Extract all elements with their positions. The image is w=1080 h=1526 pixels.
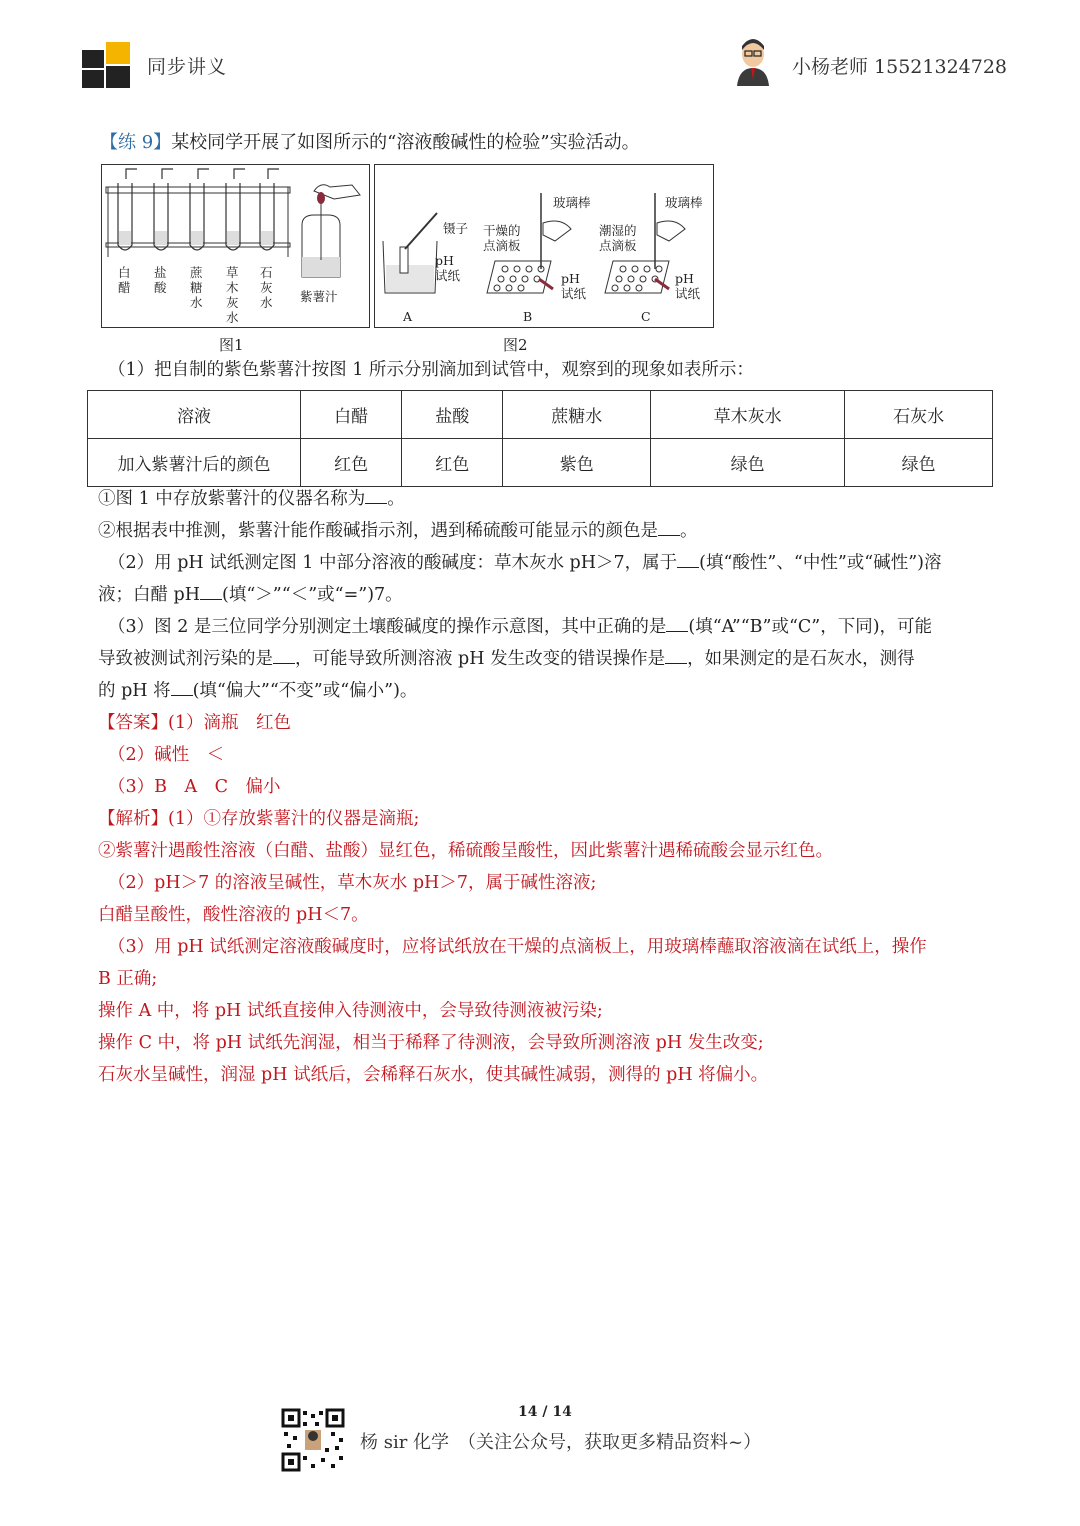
table-header-cell: 石灰水 [845, 391, 993, 439]
table-cell: 加入紫薯汁后的颜色 [88, 439, 301, 487]
table-header-cell: 白醋 [301, 391, 402, 439]
table-header-cell: 溶液 [88, 391, 301, 439]
answer-blank[interactable] [365, 489, 387, 504]
part2-line2: 液；白醋 pH (填“＞”“＜”或“=”)7。 [98, 585, 403, 605]
label-a: A [403, 309, 413, 324]
tube-label-sugar: 蔗 糖 水 [190, 265, 203, 310]
analysis-line-9: 石灰水呈碱性，润湿 pH 试纸后，会稀释石灰水，使其碱性减弱，测得的 pH 将偏小。 [98, 1065, 769, 1085]
table-cell: 绿色 [845, 439, 993, 487]
label-b: B [523, 309, 533, 324]
label-glass-rod-c: 玻璃棒 [665, 195, 703, 210]
table-cell: 红色 [301, 439, 402, 487]
part3-line1: （3）图 2 是三位同学分别测定土壤酸碱度的操作示意图，其中正确的是 (填“A”“B”或“C”，下同)，可能 [108, 617, 933, 637]
part2-line1: （2）用 pH 试纸测定图 1 中部分溶液的酸碱度：草木灰水 pH＞7，属于 (填“酸性”、“中性”或“碱性”)溶 [108, 553, 942, 573]
figure-2-caption: 图2 [503, 336, 528, 354]
answer-tag: 【答案】 [98, 713, 168, 733]
part3-line2: 导致被测试剂污染的是 ，可能导致所测溶液 pH 发生改变的错误操作是 ，如果测定的是石灰水，测得 [98, 649, 915, 669]
header-title: 同步讲义 [147, 56, 228, 78]
bottle-label: 紫薯汁 [300, 289, 338, 304]
table-header-cell: 蔗糖水 [503, 391, 651, 439]
analysis-line-2: ②紫薯汁遇酸性溶液（白醋、盐酸）显红色，稀硫酸呈酸性，因此紫薯汁遇稀硫酸会显示红色。 [98, 841, 833, 861]
answer-blank[interactable] [658, 521, 680, 536]
table-cell: 红色 [402, 439, 503, 487]
label-ph-paper-a: pH 试纸 [435, 253, 461, 283]
figure-1 [101, 164, 370, 328]
answer-blank[interactable] [273, 649, 295, 664]
label-wet-plate: 潮湿的 点滴板 [599, 223, 637, 253]
footer-text: 杨 sir 化学 （关注公众号，获取更多精品资料~） [360, 1432, 762, 1453]
answer-blank[interactable] [200, 585, 222, 600]
label-glass-rod-b: 玻璃棒 [553, 195, 591, 210]
table-header-cell: 草木灰水 [651, 391, 845, 439]
table-header-cell: 盐酸 [402, 391, 503, 439]
label-tweezers: 镊子 [443, 221, 469, 236]
table-cell: 紫色 [503, 439, 651, 487]
answer-blank[interactable] [677, 553, 699, 568]
analysis-line-1: 【解析】(1）①存放紫薯汁的仪器是滴瓶; [98, 809, 420, 829]
analysis-line-3: （2）pH＞7 的溶液呈碱性，草木灰水 pH＞7，属于碱性溶液; [108, 873, 597, 893]
qr-code-icon [281, 1408, 345, 1472]
analysis-line-4: 白醋呈酸性，酸性溶液的 pH＜7。 [98, 905, 369, 925]
answer-line-2: （2）碱性 ＜ [108, 745, 225, 765]
figure-2 [374, 164, 714, 328]
table-header-row [88, 391, 993, 439]
label-ph-paper-b: pH 试纸 [561, 271, 587, 301]
answer-blank[interactable] [171, 681, 193, 696]
header-contact: 小杨老师 15521324728 [792, 56, 1008, 78]
question-tag: 【练 9】 [100, 132, 172, 153]
analysis-line-8: 操作 C 中，将 pH 试纸先润湿，相当于稀释了待测液，会导致所测溶液 pH 发生改变; [98, 1033, 764, 1053]
tube-label-hcl: 盐 酸 [154, 265, 167, 295]
sub-question-1: ①图 1 中存放紫薯汁的仪器名称为 。 [98, 489, 405, 509]
table-row [88, 439, 993, 487]
result-table [87, 390, 993, 487]
tube-label-vinegar: 白 醋 [118, 265, 131, 295]
label-dry-plate: 干燥的 点滴板 [483, 223, 521, 253]
analysis-line-6: B 正确; [98, 969, 158, 989]
answer-line-3: （3）B A C 偏小 [108, 777, 281, 797]
figure-2-drawing [375, 165, 713, 327]
page-number: 14 / 14 [518, 1404, 572, 1420]
question-text: 某校同学开展了如图所示的“溶液酸碱性的检验”实验活动。 [171, 132, 640, 153]
answer-blank[interactable] [665, 649, 687, 664]
analysis-line-7: 操作 A 中，将 pH 试纸直接伸入待测液中，会导致待测液被污染; [98, 1001, 603, 1021]
analysis-line-5: （3）用 pH 试纸测定溶液酸碱度时，应将试纸放在干燥的点滴板上，用玻璃棒蘸取溶液滴在试纸上，操作 [108, 937, 927, 957]
tube-label-lime: 石 灰 水 [260, 265, 273, 310]
answer-line-1: 【答案】(1）滴瓶 红色 [98, 713, 291, 733]
logo-icon [82, 42, 134, 88]
label-ph-paper-c: pH 试纸 [675, 271, 701, 301]
part3-line3: 的 pH 将 (填“偏大”“不变”或“偏小”)。 [98, 681, 418, 701]
label-c: C [641, 309, 651, 324]
answer-blank[interactable] [666, 617, 688, 632]
analysis-tag: 【解析】 [98, 809, 168, 829]
question-stem [100, 128, 640, 154]
sub-question-2: ②根据表中推测，紫薯汁能作酸碱指示剂，遇到稀硫酸可能显示的颜色是 。 [98, 521, 698, 541]
part1-intro: （1）把自制的紫色紫薯汁按图 1 所示分别滴加到试管中，观察到的现象如表所示： [108, 360, 754, 380]
avatar [733, 38, 773, 86]
tube-label-ash: 草 木 灰 水 [226, 265, 239, 325]
figure-1-caption: 图1 [219, 336, 244, 354]
table-cell: 绿色 [651, 439, 845, 487]
